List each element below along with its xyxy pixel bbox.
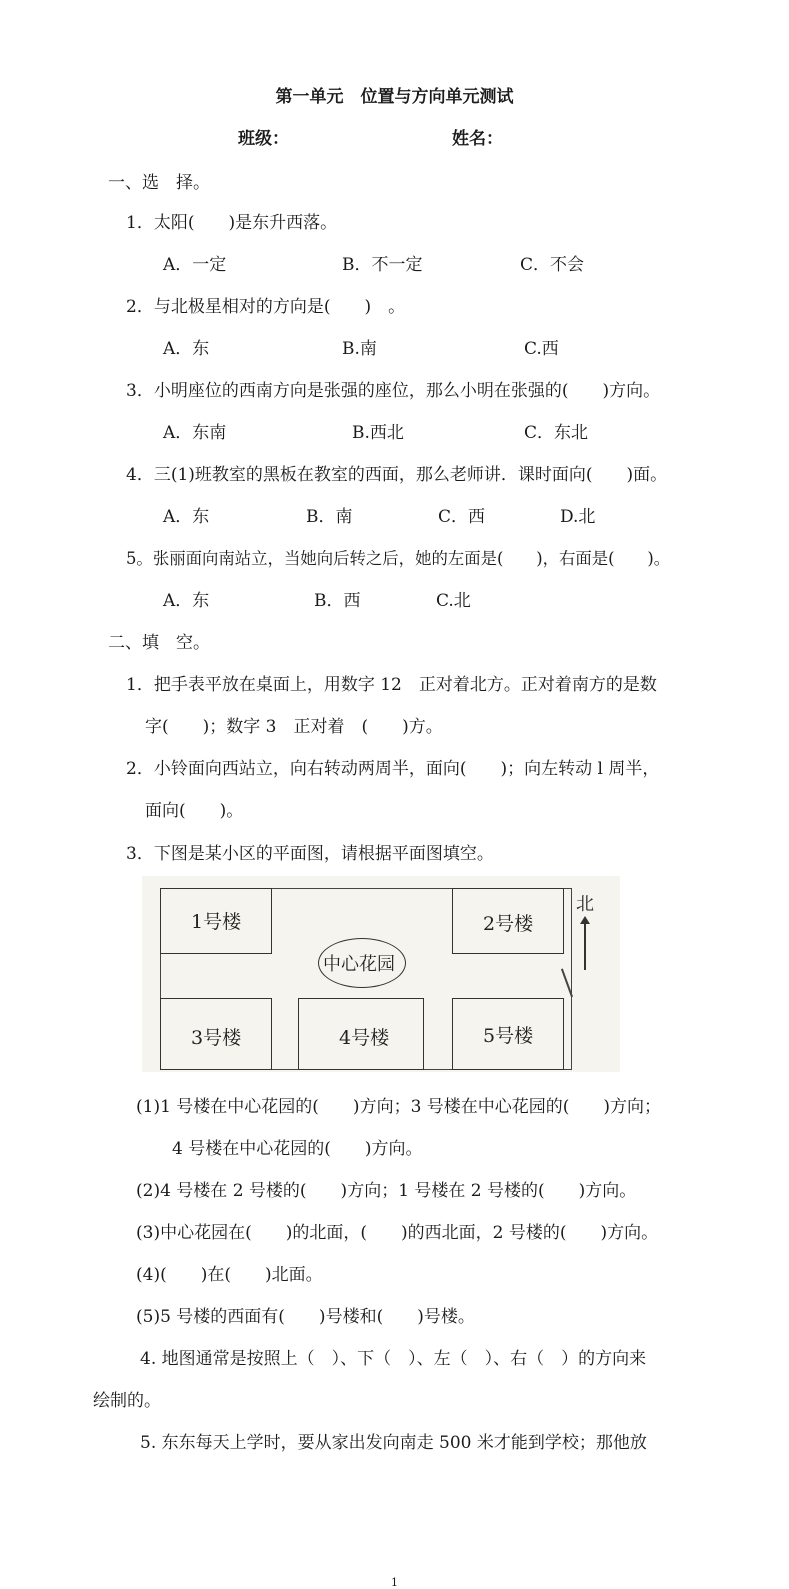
- page-title: 第一单元 位置与方向单元测试: [275, 87, 514, 107]
- option-b: B.南: [342, 339, 377, 359]
- page-number: 1: [391, 1576, 398, 1589]
- fill-question-line: 面向( )。: [145, 801, 244, 821]
- section2-heading: 二、填 空。: [108, 633, 210, 653]
- fill-question-line: 5. 东东每天上学时，要从家出发向南走 500 米才能到学校；那他放: [140, 1433, 647, 1453]
- building-3: [160, 998, 272, 1070]
- sub-question: (1)1 号楼在中心花园的( )方向；3 号楼在中心花园的( )方向；: [136, 1097, 662, 1117]
- building-1: [160, 888, 272, 954]
- question-stem: 5。张丽面向南站立，当她向后转之后，她的左面是( )，右面是( )。: [126, 549, 671, 568]
- option-a: A．东南: [163, 423, 227, 443]
- fill-question-line: 绘制的。: [93, 1391, 161, 1411]
- fill-question-line: 3．下图是某小区的平面图，请根据平面图填空。: [126, 844, 494, 864]
- building-2: [452, 888, 564, 954]
- fill-question-line: 4. 地图通常是按照上（ ）、下（ ）、左（ ）、右（ ）的方向来: [140, 1349, 647, 1369]
- option-b: B．南: [306, 507, 353, 527]
- building-2-label: 2号楼: [483, 913, 534, 935]
- central-garden-label: 中心花园: [323, 954, 395, 975]
- option-c: C.北: [436, 591, 471, 611]
- question-stem: 2．与北极星相对的方向是( ) 。: [126, 297, 406, 317]
- sub-question: (3)中心花园在( )的北面，( )的西北面，2 号楼的( )方向。: [136, 1223, 659, 1243]
- fill-question-line: 字( )；数字 3 正对着 ( )方。: [145, 717, 443, 737]
- building-3-label: 3号楼: [191, 1027, 242, 1049]
- sub-question: (4)( )在( )北面。: [136, 1265, 323, 1285]
- option-c: C．西: [438, 507, 486, 527]
- name-label: 姓名：: [452, 129, 503, 149]
- option-c: C.西: [524, 339, 559, 359]
- fill-question-line: 2．小铃面向西站立，向右转动两周半，面向( )；向左转动 l 周半，: [126, 759, 660, 779]
- option-d: D.北: [560, 507, 596, 527]
- building-4: [298, 998, 424, 1070]
- option-a: A．东: [163, 507, 210, 527]
- sub-question: 4 号楼在中心花园的( )方向。: [172, 1139, 423, 1159]
- neighborhood-map: [142, 876, 620, 1072]
- building-4-label: 4号楼: [339, 1027, 390, 1049]
- central-garden: [318, 938, 406, 988]
- option-a: A．一定: [163, 255, 227, 275]
- sub-question: (2)4 号楼在 2 号楼的( )方向；1 号楼在 2 号楼的( )方向。: [136, 1181, 637, 1201]
- north-arrowhead-icon: [580, 916, 590, 924]
- building-5-label: 5号楼: [483, 1025, 534, 1047]
- option-b: B．不一定: [342, 255, 423, 275]
- option-c: C．不会: [520, 255, 585, 275]
- fill-question-line: 1．把手表平放在桌面上，用数字 12 正对着北方。正对着南方的是数: [126, 675, 657, 695]
- north-arrow-icon: [584, 920, 586, 970]
- option-b: B．西: [314, 591, 361, 611]
- option-a: A．东: [163, 339, 210, 359]
- option-b: B.西北: [352, 423, 404, 443]
- building-5: [452, 998, 564, 1070]
- building-1-label: 1号楼: [191, 911, 242, 933]
- question-stem: 4．三(1)班教室的黑板在教室的西面，那么老师讲．课时面向( )面。: [126, 465, 668, 485]
- sub-question: (5)5 号楼的西面有( )号楼和( )号楼。: [136, 1307, 475, 1327]
- question-stem: 3．小明座位的西南方向是张强的座位，那么小明在张强的( )方向。: [126, 381, 661, 401]
- north-label: 北: [576, 894, 594, 915]
- option-a: A．东: [163, 591, 210, 611]
- class-label: 班级：: [238, 129, 289, 149]
- section1-heading: 一、选 择。: [108, 173, 210, 193]
- option-c: C．东北: [524, 423, 589, 443]
- question-stem: 1．太阳( )是东升西落。: [126, 213, 338, 233]
